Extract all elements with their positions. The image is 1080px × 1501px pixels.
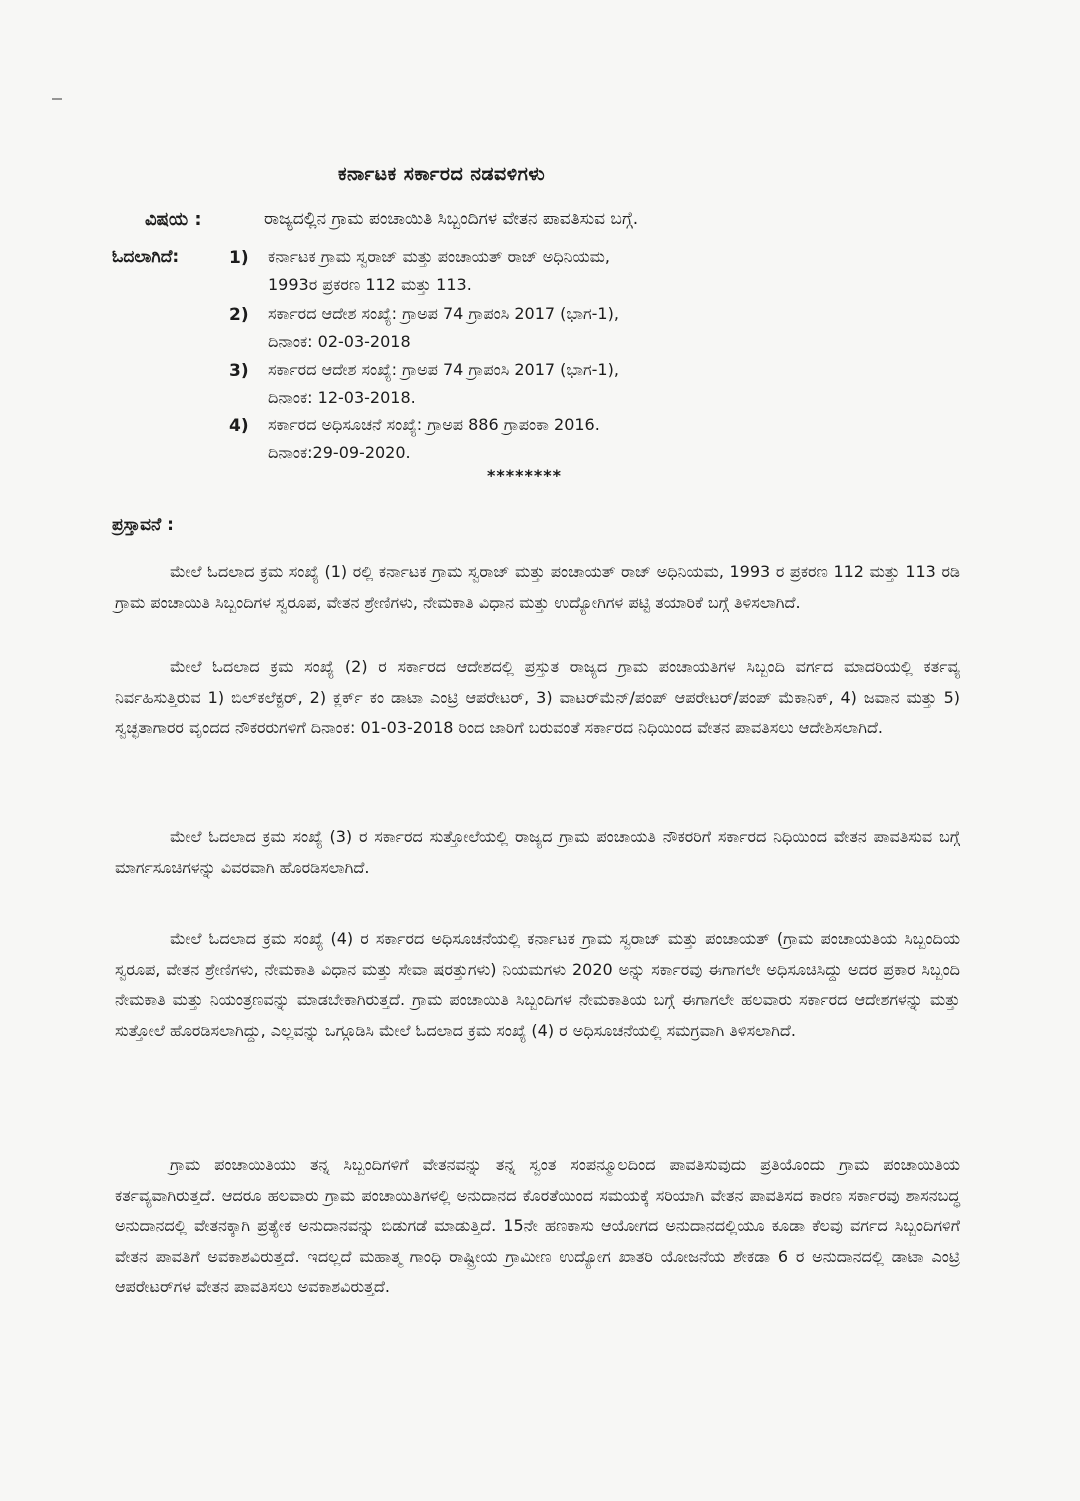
paragraph xyxy=(115,652,960,744)
paragraph-text: ಮೇಲೆ ಓದಲಾದ ಕ್ರಮ ಸಂಖ್ಯೆ (1) ರಲ್ಲಿ ಕರ್ನಾಟಕ ಗ್ರಾಮ ಸ್ವರಾಜ್ ಮತ್ತು ಪಂಚಾಯತ್ ರಾಜ್ ಅಧಿನಿಯಮ, 1993 ರ ಪ್ರಕರಣ 112 ಮತ್ತು 113 ರಡಿ ಗ್ರಾಮ ಪಂಚಾಯಿತಿ ಸಿಬ್ಬಂದಿಗಳ ಸ್ವರೂಪ, ವೇತನ ಶ್ರೇಣಿಗಳು, ನೇಮಕಾತಿ ವಿಧಾನ ಮತ್ತು ಉದ್ಯೋಗಿಗಳ ಪಟ್ಟಿ ತಯಾರಿಕೆ ಬಗ್ಗೆ ತಿಳಿಸಲಾಗಿದೆ. xyxy=(115,562,960,612)
reference-line: ಸರ್ಕಾರದ ಆದೇಶ ಸಂಖ್ಯೆ: ಗ್ರಾಅಪ 74 ಗ್ರಾಪಂಸಿ 2017 (ಭಾಗ-1), xyxy=(268,304,619,323)
paragraph xyxy=(115,557,960,618)
reference-number: 2) xyxy=(229,305,249,325)
paragraph-text: ಮೇಲೆ ಓದಲಾದ ಕ್ರಮ ಸಂಖ್ಯೆ (3) ರ ಸರ್ಕಾರದ ಸುತ್ತೋಲೆಯಲ್ಲಿ ರಾಜ್ಯದ ಗ್ರಾಮ ಪಂಚಾಯತಿ ನೌಕರರಿಗೆ ಸರ್ಕಾರದ ನಿಧಿಯಿಂದ ವೇತನ ಪಾವತಿಸುವ ಬಗ್ಗೆ ಮಾರ್ಗಸೂಚಿಗಳನ್ನು ವಿವರವಾಗಿ ಹೊರಡಿಸಲಾಗಿದೆ. xyxy=(115,827,960,877)
preamble-heading: ಪ್ರಸ್ತಾವನೆ : xyxy=(112,515,174,535)
reference-line: ದಿನಾಂಕ: 02-03-2018 xyxy=(268,332,411,351)
reference-number: 1) xyxy=(229,248,249,268)
reference-line: ಕರ್ನಾಟಕ ಗ್ರಾಮ ಸ್ವರಾಜ್ ಮತ್ತು ಪಂಚಾಯತ್ ರಾಜ್ ಅಧಿನಿಯಮ, xyxy=(268,247,610,266)
scan-mark xyxy=(52,98,62,100)
references-label: ಓದಲಾಗಿದೆ: xyxy=(112,247,180,267)
separator: ******** xyxy=(487,466,562,485)
reference-line: ದಿನಾಂಕ: 12-03-2018. xyxy=(268,388,416,407)
reference-number: 3) xyxy=(229,361,249,381)
reference-line: 1993ರ ಪ್ರಕರಣ 112 ಮತ್ತು 113. xyxy=(268,275,472,294)
reference-line: ಸರ್ಕಾರದ ಆದೇಶ ಸಂಖ್ಯೆ: ಗ್ರಾಅಪ 74 ಗ್ರಾಪಂಸಿ 2017 (ಭಾಗ-1), xyxy=(268,360,619,379)
paragraph xyxy=(115,822,960,883)
paragraph-text: ಮೇಲೆ ಓದಲಾದ ಕ್ರಮ ಸಂಖ್ಯೆ (4) ರ ಸರ್ಕಾರದ ಅಧಿಸೂಚನೆಯಲ್ಲಿ ಕರ್ನಾಟಕ ಗ್ರಾಮ ಸ್ವರಾಜ್ ಮತ್ತು ಪಂಚಾಯತ್ (ಗ್ರಾಮ ಪಂಚಾಯತಿಯ ಸಿಬ್ಬಂದಿಯ ಸ್ವರೂಪ, ವೇತನ ಶ್ರೇಣಿಗಳು, ನೇಮಕಾತಿ ವಿಧಾನ ಮತ್ತು ಸೇವಾ ಷರತ್ತುಗಳು) ನಿಯಮಗಳು 2020 ಅನ್ನು ಸರ್ಕಾರವು ಈಗಾಗಲೇ ಅಧಿಸೂಚಿಸಿದ್ದು ಅದರ ಪ್ರಕಾರ ಸಿಬ್ಬಂದಿ ನೇಮಕಾತಿ ಮತ್ತು ನಿಯಂತ್ರಣವನ್ನು ಮಾಡಬೇಕಾಗಿರುತ್ತದೆ. ಗ್ರಾಮ ಪಂಚಾಯಿತಿ ಸಿಬ್ಬಂದಿಗಳ ನೇಮಕಾತಿಯ ಬಗ್ಗೆ ಈಗಾಗಲೇ ಹಲವಾರು ಸರ್ಕಾರದ ಆದೇಶಗಳನ್ನು ಮತ್ತು ಸುತ್ತೋಲೆ ಹೊರಡಿಸಲಾಗಿದ್ದು, ಎಲ್ಲವನ್ನು ಒಗ್ಗೂಡಿಸಿ ಮೇಲೆ ಓದಲಾದ ಕ್ರಮ ಸಂಖ್ಯೆ (4) ರ ಅಧಿಸೂಚನೆಯಲ್ಲಿ ಸಮಗ್ರವಾಗಿ ತಿಳಿಸಲಾಗಿದೆ. xyxy=(115,929,960,1040)
paragraph xyxy=(115,1150,960,1303)
reference-line: ದಿನಾಂಕ:29-09-2020. xyxy=(268,443,411,462)
reference-number: 4) xyxy=(229,416,249,436)
subject-label: ವಿಷಯ : xyxy=(145,209,202,230)
page-title: ಕರ್ನಾಟಕ ಸರ್ಕಾರದ ನಡವಳಿಗಳು xyxy=(338,163,546,185)
subject-text: ರಾಜ್ಯದಲ್ಲಿನ ಗ್ರಾಮ ಪಂಚಾಯಿತಿ ಸಿಬ್ಬಂದಿಗಳ ವೇತನ ಪಾವತಿಸುವ ಬಗ್ಗೆ. xyxy=(264,209,639,229)
reference-line: ಸರ್ಕಾರದ ಅಧಿಸೂಚನೆ ಸಂಖ್ಯೆ: ಗ್ರಾಅಪ 886 ಗ್ರಾಪಂಕಾ 2016. xyxy=(268,415,600,434)
paragraph-text: ಗ್ರಾಮ ಪಂಚಾಯಿತಿಯು ತನ್ನ ಸಿಬ್ಬಂದಿಗಳಿಗೆ ವೇತನವನ್ನು ತನ್ನ ಸ್ವಂತ ಸಂಪನ್ಮೂಲದಿಂದ ಪಾವತಿಸುವುದು ಪ್ರತಿಯೊಂದು ಗ್ರಾಮ ಪಂಚಾಯಿತಿಯ ಕರ್ತವ್ಯವಾಗಿರುತ್ತದೆ. ಆದರೂ ಹಲವಾರು ಗ್ರಾಮ ಪಂಚಾಯಿತಿಗಳಲ್ಲಿ ಅನುದಾನದ ಕೊರತೆಯಿಂದ ಸಮಯಕ್ಕೆ ಸರಿಯಾಗಿ ವೇತನ ಪಾವತಿಸದ ಕಾರಣ ಸರ್ಕಾರವು ಶಾಸನಬದ್ಧ ಅನುದಾನದಲ್ಲಿ ವೇತನಕ್ಕಾಗಿ ಪ್ರತ್ಯೇಕ ಅನುದಾನವನ್ನು ಬಿಡುಗಡೆ ಮಾಡುತ್ತಿದೆ. 15ನೇ ಹಣಕಾಸು ಆಯೋಗದ ಅನುದಾನದಲ್ಲಿಯೂ ಕೂಡಾ ಕೆಲವು ವರ್ಗದ ಸಿಬ್ಬಂದಿಗಳಿಗೆ ವೇತನ ಪಾವತಿಗೆ ಅವಕಾಶವಿರುತ್ತದೆ. ಇದಲ್ಲದೆ ಮಹಾತ್ಮ ಗಾಂಧಿ ರಾಷ್ಟ್ರೀಯ ಗ್ರಾಮೀಣ ಉದ್ಯೋಗ ಖಾತರಿ ಯೋಜನೆಯ ಶೇಕಡಾ 6 ರ ಅನುದಾನದಲ್ಲಿ ಡಾಟಾ ಎಂಟ್ರಿ ಆಪರೇಟರ್‌ಗಳ ವೇತನ ಪಾವತಿಸಲು ಅವಕಾಶವಿರುತ್ತದೆ. xyxy=(115,1155,960,1296)
paragraph xyxy=(115,924,960,1046)
paragraph-text: ಮೇಲೆ ಓದಲಾದ ಕ್ರಮ ಸಂಖ್ಯೆ (2) ರ ಸರ್ಕಾರದ ಆದೇಶದಲ್ಲಿ ಪ್ರಸ್ತುತ ರಾಜ್ಯದ ಗ್ರಾಮ ಪಂಚಾಯತಿಗಳ ಸಿಬ್ಬಂದಿ ವರ್ಗದ ಮಾದರಿಯಲ್ಲಿ ಕರ್ತವ್ಯ ನಿರ್ವಹಿಸುತ್ತಿರುವ 1) ಬಿಲ್‌ಕಲೆಕ್ಟರ್, 2) ಕ್ಲರ್ಕ್ ಕಂ ಡಾಟಾ ಎಂಟ್ರಿ ಆಪರೇಟರ್, 3) ವಾಟರ್‌ಮೆನ್/ಪಂಪ್ ಆಪರೇಟರ್/ಪಂಪ್ ಮೆಕಾನಿಕ್, 4) ಜವಾನ ಮತ್ತು 5) ಸ್ವಚ್ಛತಾಗಾರರ ವೃಂದದ ನೌಕರರುಗಳಿಗೆ ದಿನಾಂಕ: 01-03-2018 ರಿಂದ ಜಾರಿಗೆ ಬರುವಂತೆ ಸರ್ಕಾರದ ನಿಧಿಯಿಂದ ವೇತನ ಪಾವತಿಸಲು ಆದೇಶಿಸಲಾಗಿದೆ. xyxy=(115,657,960,737)
